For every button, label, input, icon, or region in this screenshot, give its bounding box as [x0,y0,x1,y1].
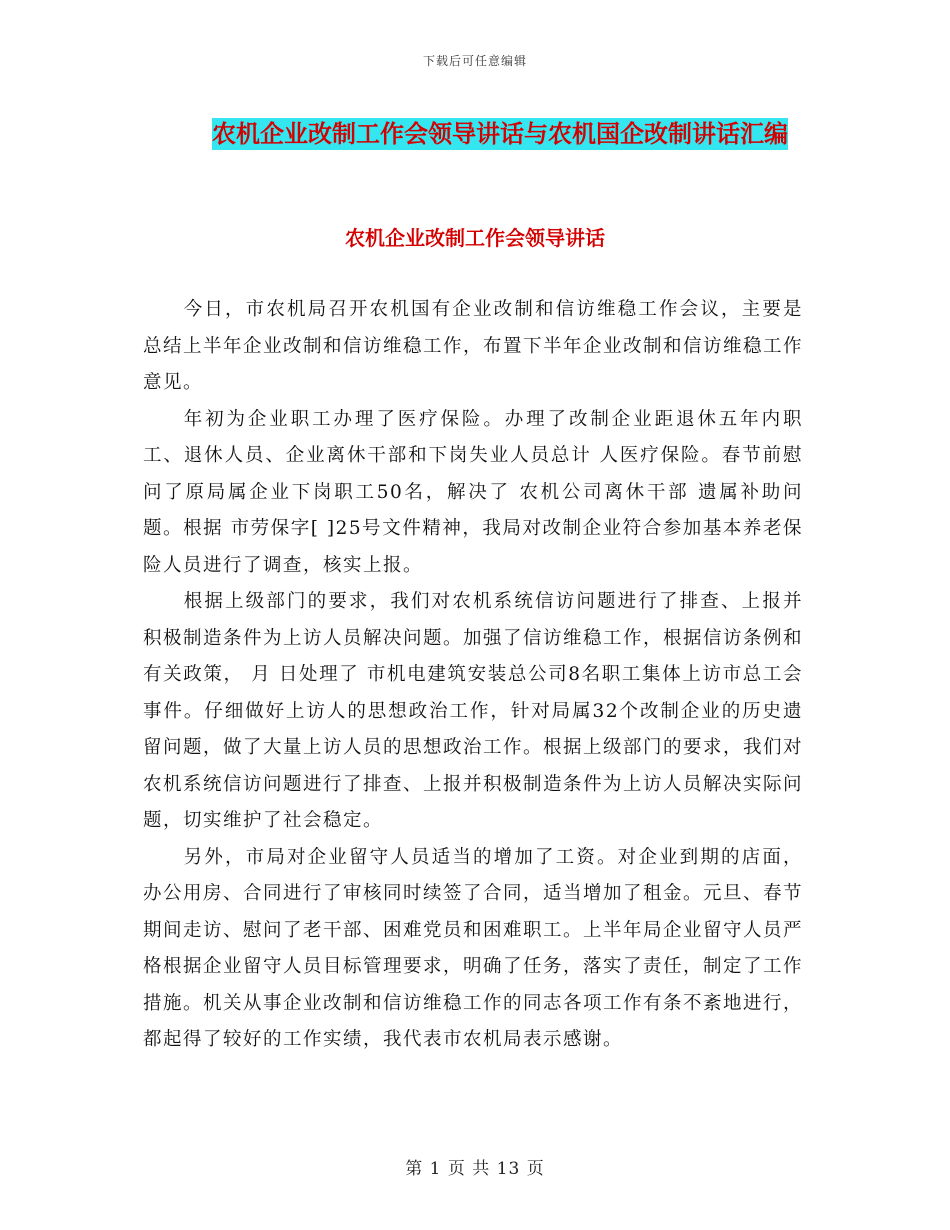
body-paragraph-3: 根据上级部门的要求，我们对农机系统信访问题进行了排查、上报并积极制造条件为上访人员解决问题。加强了信访维稳工作，根据信访条例和有关政策， 月 日处理了 市机电建筑安装总公司8名职工集体上访市总工会事件。仔细做好上访人的思想政治工作，针对局属32个改制企业的历史遗留问题，做了大量上访人员的思想政治工作。根据上级部门的要求，我们对农机系统信访问题进行了排查、上报并积极制造条件为上访人员解决实际问题，切实维护了社会稳定。 [143,591,804,831]
document-title [190,108,810,160]
document-body [143,292,803,1059]
page-number: 第 1 页 共 13 页 [405,1159,545,1179]
section-title: 农机企业改制工作会领导讲话 [345,226,605,250]
body-paragraph-1: 今日，市农机局召开农机国有企业改制和信访维稳工作会议，主要是总结上半年企业改制和信访维稳工作，布置下半年企业改制和信访维稳工作意见。 [143,299,804,393]
page-header-note: 下载后可任意编辑 [422,54,527,68]
document-title-text: 农机企业改制工作会领导讲话与农机国企改制讲话汇编 [212,120,788,148]
body-paragraph-2: 年初为企业职工办理了医疗保险。办理了改制企业距退休五年内职工、退休人员、企业离休干部和下岗失业人员总计 人医疗保险。春节前慰问了原局属企业下岗职工50名，解决了 农机公司离休干部 遗属补助问题。根据 市劳保字[ ]25号文件精神，我局对改制企业符合参加基本养老保险人员进行了调查，核实上报。 [143,408,803,576]
body-paragraph-4: 另外，市局对企业留守人员适当的增加了工资。对企业到期的店面，办公用房、合同进行了审核同时续签了合同，适当增加了租金。元旦、春节期间走访、慰问了老干部、困难党员和困难职工。上半年局企业留守人员严格根据企业留守人员目标管理要求，明确了任务，落实了责任，制定了工作措施。机关从事企业改制和信访维稳工作的同志各项工作有条不紊地进行，都起得了较好的工作实绩，我代表市农机局表示感谢。 [143,846,804,1050]
